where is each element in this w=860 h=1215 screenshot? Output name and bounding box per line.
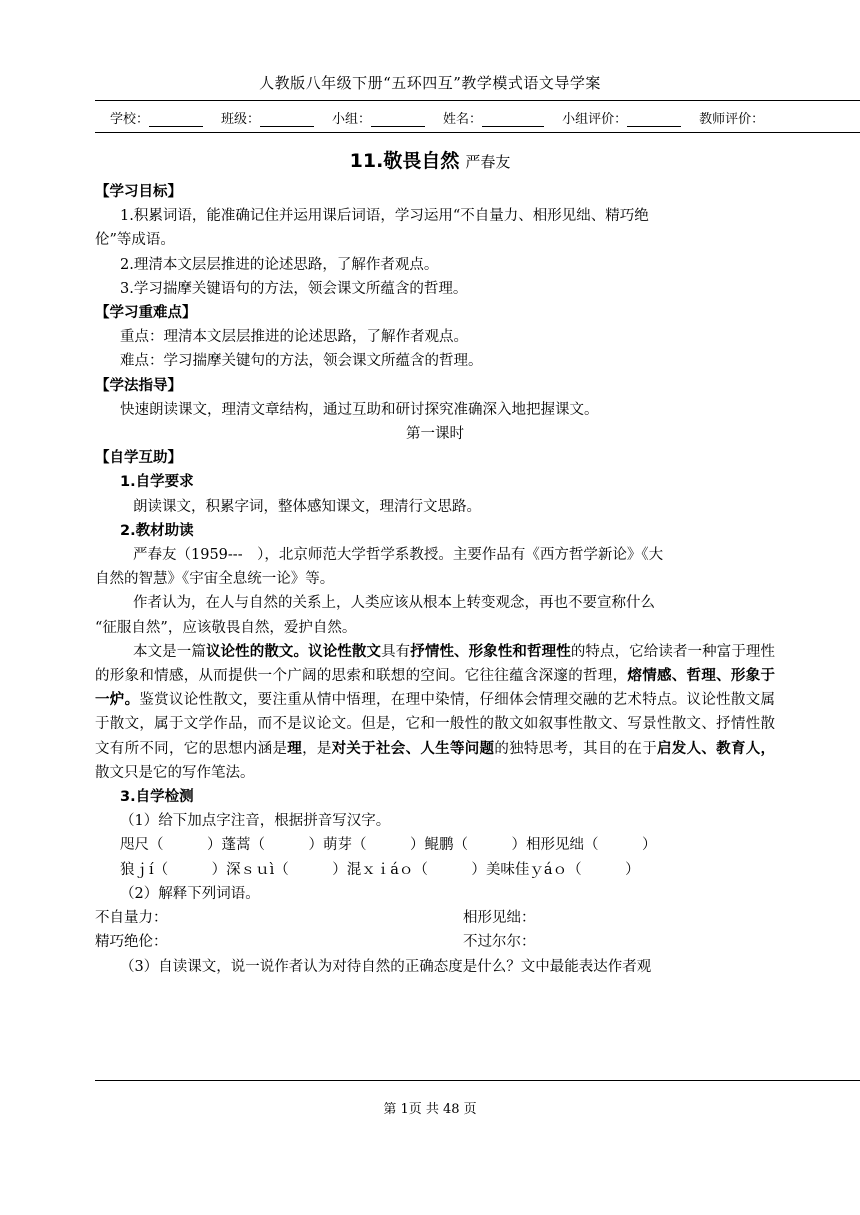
question-2: （2）解释下列词语。 (120, 885, 260, 902)
pinyin-row-2: 狼ｊí（ ）深ｓｕì（ ）混ｘｉáｏ（ ）美味佳ｙáｏ（ ） (120, 861, 640, 878)
header-rule-top (95, 100, 860, 101)
group-field[interactable]: 小组： (332, 108, 425, 127)
word-row-2: 精巧绝伦： 不过尔尔： (95, 934, 536, 951)
name-field[interactable]: 姓名： (443, 108, 544, 127)
goal-item: 1.积累词语，能准确记住并运用课后词语，学习运用“不自量力、相形见绌、精巧绝 (120, 208, 649, 225)
teacher-eval-field[interactable]: 教师评价： (699, 112, 765, 127)
student-info-row (110, 108, 810, 127)
header-title: 人教版八年级下册“五环四互”教学模式语文导学案 (259, 74, 601, 92)
method-heading: 【学法指导】 (95, 377, 182, 394)
school-field[interactable]: 学校： (110, 108, 203, 127)
aid-paragraph-3: 本文是一篇议论性的散文。议论性散文具有抒情性、形象性和哲理性的特点，它给读者一种富于理性的形象和情感，从而提供一个广阔的思索和联想的空间。它往往蕴含深邃的哲理，熔情感、哲理、形象于一炉。鉴赏议论性散文，要注重从情中悟理，在理中染情，仔细体会情理交融的艺术特点。议论性散文属于散文，属于文学作品，而不是议论文。但是，它和一般性的散文如叙事性散文、写景性散文、抒情性散文有所不同，它的思想内涵是理，是对关于社会、人生等问题的独特思考，其目的在于启发人、教育人，散文只是它的写作笔法。 (95, 643, 776, 781)
header-rule-bottom (95, 132, 860, 133)
key-point: 重点：理清本文层层推进的论述思路，了解作者观点。 (120, 329, 468, 346)
goal-item: 3.学习揣摩关键语句的方法，领会课文所蕴含的哲理。 (120, 280, 468, 297)
requirement-text: 朗读课文，积累字词，整体感知课文，理清行文思路。 (133, 498, 481, 515)
class-field[interactable]: 班级： (221, 108, 314, 127)
hard-point: 难点：学习揣摩关键句的方法，领会课文所蕴含的哲理。 (120, 353, 483, 370)
footer-rule (95, 1080, 860, 1081)
aid-paragraph-1: 严春友（1959--- ），北京师范大学哲学系教授。主要作品有《西方哲学新论》《大 (133, 547, 664, 564)
goals-heading: 【学习目标】 (95, 184, 182, 200)
aid-paragraph-2-cont: “征服自然”，应该敬畏自然，爱护自然。 (95, 619, 357, 636)
check-heading: 3.自学检测 (120, 789, 194, 806)
lesson-title: 11.敬畏自然 严春友 (349, 150, 511, 172)
selfstudy-heading: 【自学互助】 (95, 450, 182, 467)
question-3: （3）自读课文，说一说作者认为对待自然的正确态度是什么？文中最能表达作者观 (120, 958, 652, 975)
word-row-1: 不自量力： 相形见绌： (95, 910, 536, 927)
question-1: （1）给下加点字注音，根据拼音写汉字。 (120, 813, 391, 830)
aid-heading: 2.教材助读 (120, 522, 194, 539)
main-content (95, 180, 775, 979)
page-footer: 第 1页 共 48 页 (383, 1102, 477, 1117)
pinyin-row-1: 咫尺（ ）蓬蒿（ ）萌芽（ ）鲲鹏（ ）相形见绌（ ） (120, 837, 657, 854)
difficulties-heading: 【学习重难点】 (95, 305, 197, 322)
method-text: 快速朗读课文，理清文章结构，通过互助和研讨探究准确深入地把握课文。 (120, 401, 599, 418)
aid-paragraph-1-cont: 自然的智慧》《宇宙全息统一论》等。 (95, 571, 335, 588)
aid-paragraph-2: 作者认为，在人与自然的关系上，人类应该从根本上转变观念，再也不要宣称什么 (133, 595, 655, 612)
period-label: 第一课时 (406, 426, 464, 443)
requirement-heading: 1.自学要求 (120, 474, 194, 491)
goal-item: 2.理清本文层层推进的论述思路，了解作者观点。 (120, 256, 439, 273)
lesson-author: 严春友 (465, 153, 511, 171)
group-eval-field[interactable]: 小组评价： (562, 108, 681, 127)
goal-item: 伦”等成语。 (95, 232, 175, 249)
